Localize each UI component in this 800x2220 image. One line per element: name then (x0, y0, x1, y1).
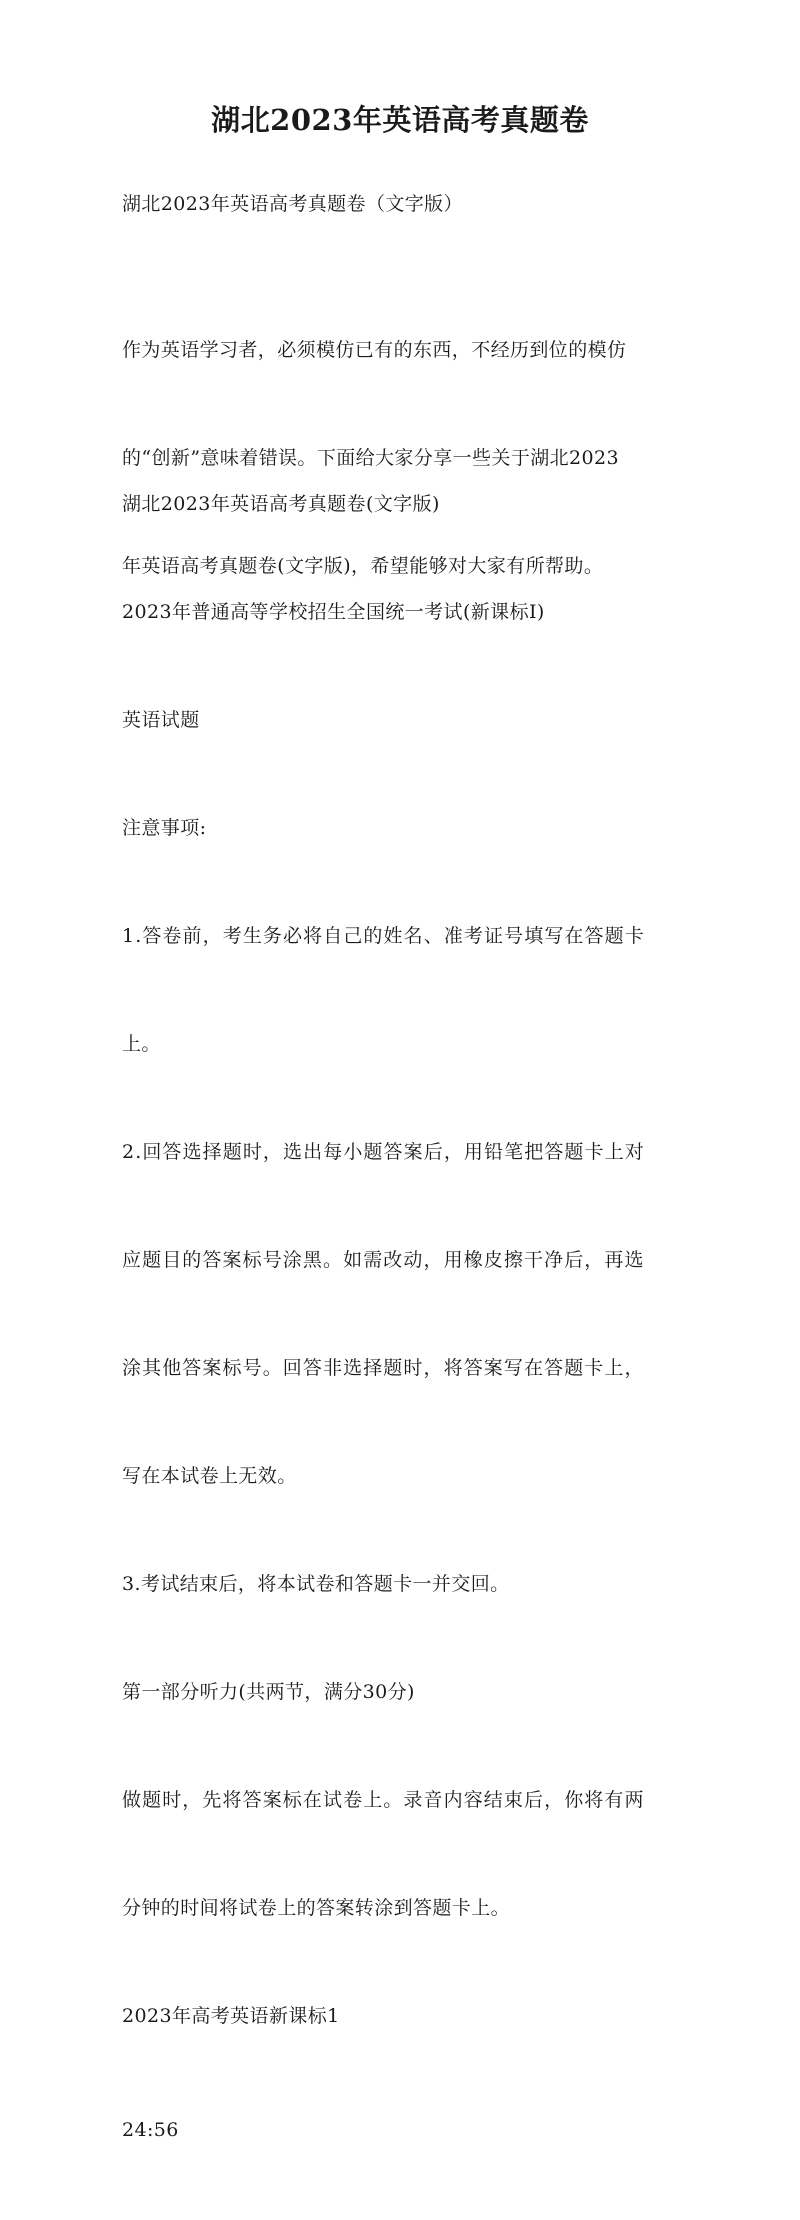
notice-item-3: 3.考试结束后，将本试卷和答题卡一并交回。 (122, 1573, 510, 1595)
audio-label: 2023年高考英语新课标1 (122, 2005, 340, 2027)
notice-item-2-cont: 写在本试卷上无效。 (122, 1465, 297, 1487)
notice-heading: 注意事项: (122, 817, 207, 839)
intro-line: 作为英语学习者，必须模仿已有的东西，不经历到位的模仿 (122, 339, 627, 361)
exam-subheading: 2023年普通高等学校招生全国统一考试(新课标I) (122, 601, 545, 623)
notice-item-1-cont: 上。 (122, 1033, 161, 1055)
intro-line: 的“创新”意味着错误。下面给大家分享一些关于湖北2023 (122, 447, 619, 469)
section-instruction: 做题时，先将答案标在试卷上。录音内容结束后，你将有两 (122, 1789, 645, 1811)
intro-line: 年英语高考真题卷(文字版)，希望能够对大家有所帮助。 (122, 555, 604, 577)
exam-text (122, 414, 692, 2220)
document-subtitle: 湖北2023年英语高考真题卷（文字版） (122, 193, 463, 215)
notice-item-1: 1.答卷前，考生务必将自己的姓名、准考证号填写在答题卡 (122, 925, 645, 947)
document-title: 湖北2023年英语高考真题卷 (211, 103, 589, 137)
notice-item-2-cont: 应题目的答案标号涂黑。如需改动，用橡皮擦干净后，再选 (122, 1249, 645, 1271)
notice-item-2: 2.回答选择题时，选出每小题答案后，用铅笔把答题卡上对 (122, 1141, 645, 1163)
exam-heading: 湖北2023年英语高考真题卷(文字版) (122, 493, 440, 515)
notice-item-2-cont: 涂其他答案标号。回答非选择题时，将答案写在答题卡上， (122, 1357, 645, 1379)
exam-subject: 英语试题 (122, 709, 200, 731)
section-instruction-cont: 分钟的时间将试卷上的答案转涂到答题卡上。 (122, 1897, 511, 1919)
audio-duration: 24:56 (122, 2119, 179, 2141)
section-heading: 第一部分听力(共两节，满分30分) (122, 1681, 415, 1703)
